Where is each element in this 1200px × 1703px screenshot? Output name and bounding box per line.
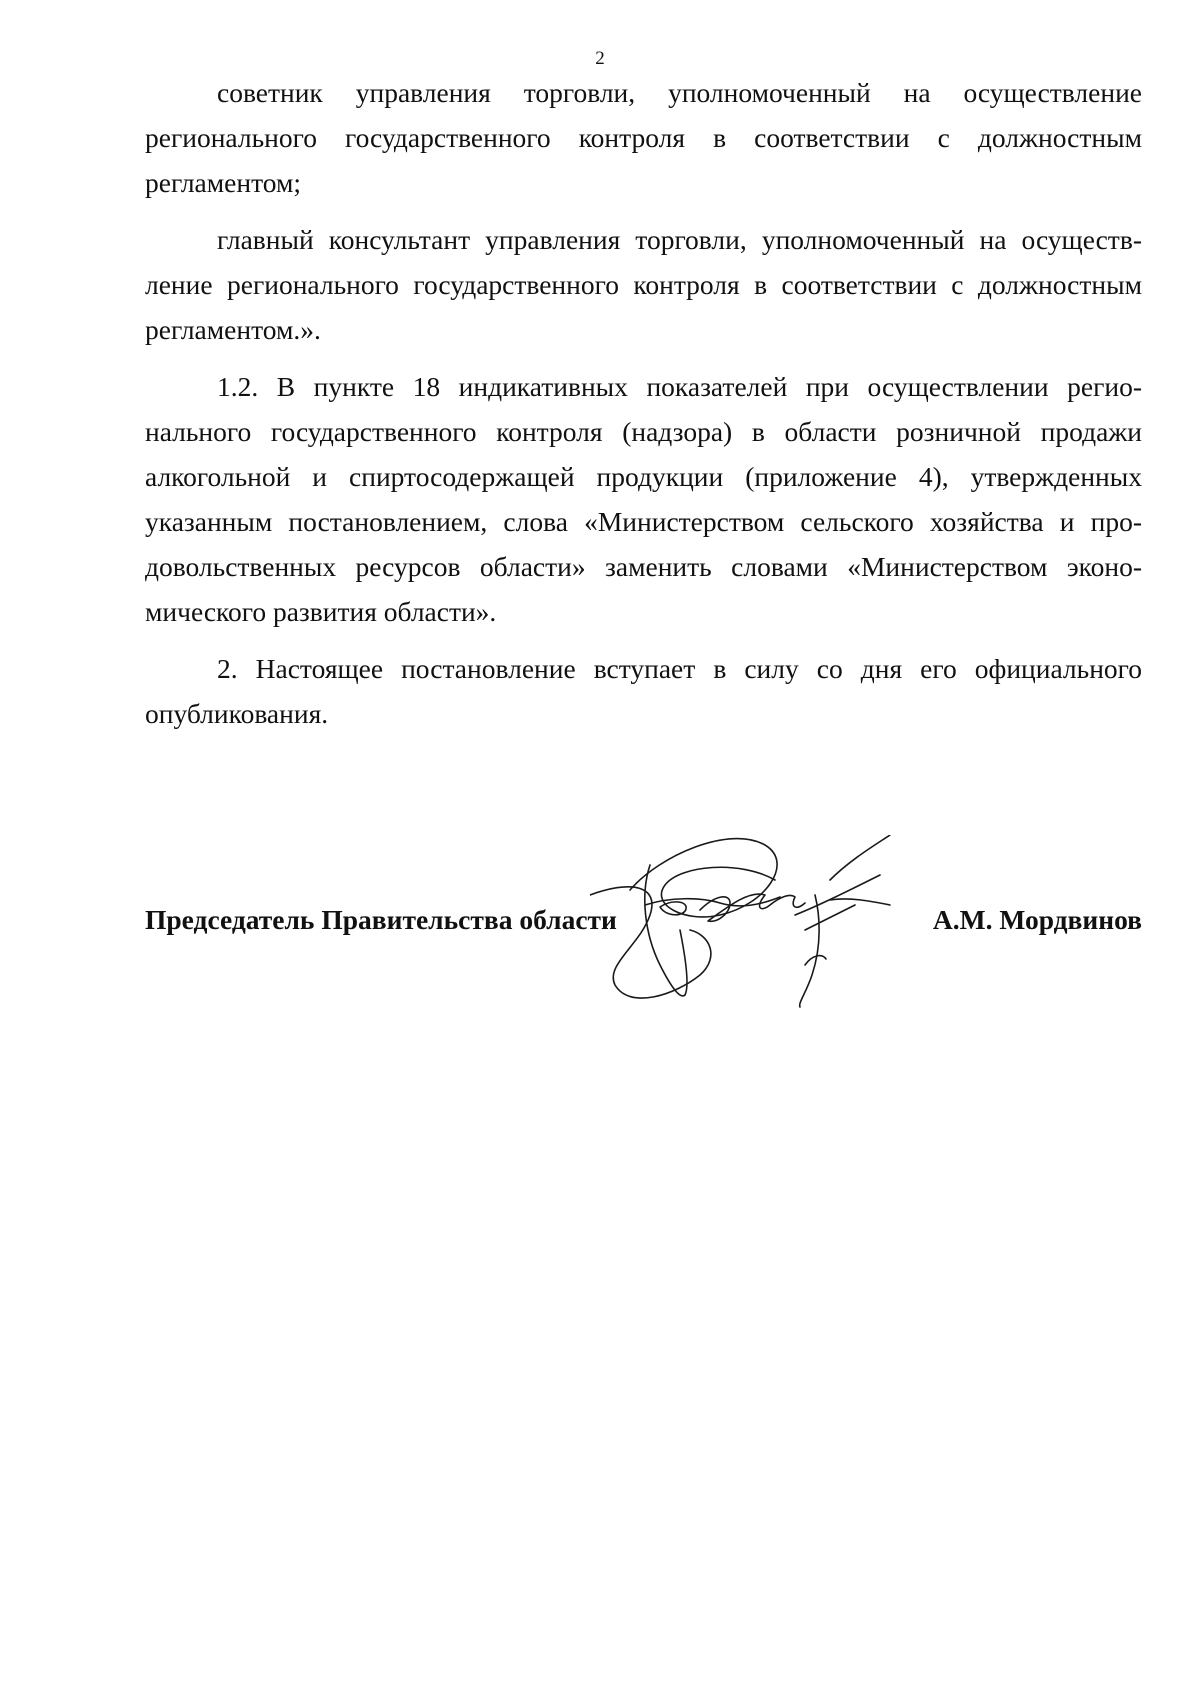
- paragraph-advisor: советник управления торговли, уполномоченный на осуществление регионального государственного контроля в соответствии с должностным регламентом;: [145, 77, 1142, 198]
- document-body: [145, 70, 1142, 748]
- paragraph-chief-consultant: главный консультант управления торговли, уполномоченный на осуществление регионального государственного контроля в соответствии с должностным регламентом.».: [145, 224, 1142, 345]
- paragraph-item-2: 2. Настоящее постановление вступает в силу со дня его официального опубликования.: [145, 653, 1142, 729]
- handwritten-signature: [590, 835, 950, 1035]
- paragraph-item-1-2: 1.2. В пункте 18 индикативных показателей при осуществлении регионального государственного контроля (надзора) в области розничной продажи алкогольной и спиртосодержащей продукции (приложение 4), утвержденных указанным постановлением, слова «Министерством сельского хозяйства и продовольственных ресурсов области» заменить словами «Министерством экономического развития области».: [145, 371, 1142, 627]
- signatory-position: Председатель Правительства области: [145, 904, 617, 935]
- page-number: 2: [595, 48, 605, 69]
- signatory-name: А.М. Мордвинов: [932, 904, 1142, 935]
